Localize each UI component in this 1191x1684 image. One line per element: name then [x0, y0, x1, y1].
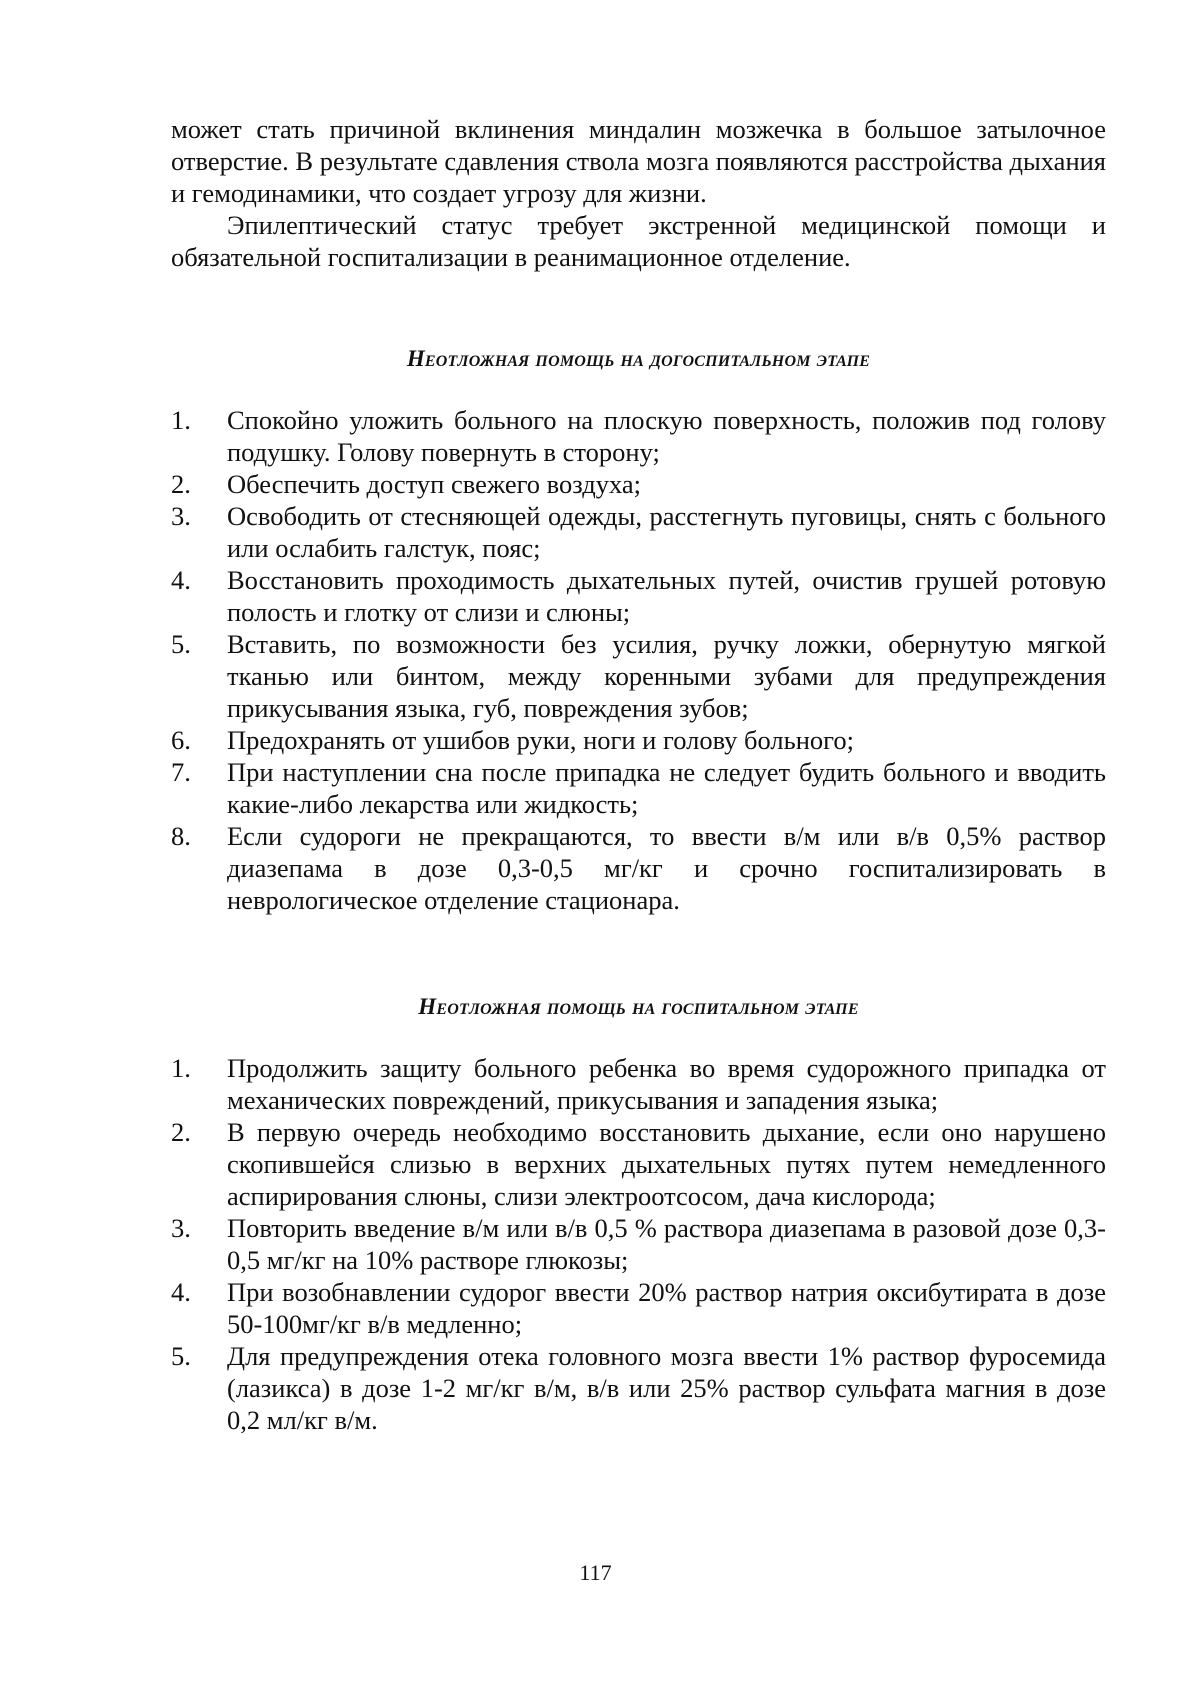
- list-item-text: Восстановить проходимость дыхательных путей, очистив грушей ротовую полость и глотку от слизи и слюны;: [227, 565, 1106, 627]
- list-item: [171, 500, 1106, 564]
- list-item: [171, 1276, 1106, 1340]
- list-item: [171, 756, 1106, 820]
- prehospital-steps-list: [171, 404, 1106, 916]
- list-item: [171, 1116, 1106, 1212]
- list-item-number: 3.: [171, 1213, 191, 1243]
- list-item-number: 6.: [171, 725, 191, 755]
- list-item-text: Повторить введение в/м или в/в 0,5 % раствора диазепама в разовой дозе 0,3-0,5 мг/кг на 10% растворе глюкозы;: [227, 1213, 1106, 1275]
- section-heading-hospital: Неотложная помощь на госпитальном этапе: [418, 994, 859, 1019]
- intro-paragraph-status: Эпилептический статус требует экстренной медицинской помощи и обязательной госпитализации в реанимационное отделение.: [171, 210, 1106, 272]
- list-item-number: 8.: [171, 821, 191, 851]
- list-item-text: Спокойно уложить больного на плоскую поверхность, положив под голову подушку. Голову повернуть в сторону;: [227, 405, 1106, 467]
- list-item-text: Обеспечить доступ свежего воздуха;: [227, 469, 641, 499]
- list-item-text: Вставить, по возможности без усилия, ручку ложки, обернутую мягкой тканью или бинтом, между коренными зубами для предупреждения прикусывания языка, губ, повреждения зубов;: [227, 629, 1106, 723]
- hospital-steps-list: [171, 1052, 1106, 1436]
- list-item-text: В первую очередь необходимо восстановить дыхание, если оно нарушено скопившейся слизью в верхних дыхательных путях путем немедленного аспирирования слюны, слизи электроотсосом, дача кислорода;: [227, 1117, 1106, 1211]
- list-item: [171, 1052, 1106, 1116]
- list-item-number: 2.: [171, 1117, 191, 1147]
- list-item: [171, 404, 1106, 468]
- list-item-text: При возобнавлении судорог ввести 20% раствор натрия оксибутирата в дозе 50-100мг/кг в/в медленно;: [227, 1277, 1106, 1339]
- list-item-number: 3.: [171, 501, 191, 531]
- list-item-number: 5.: [171, 629, 191, 659]
- list-item: [171, 724, 1106, 756]
- list-item-text: Для предупреждения отека головного мозга ввести 1% раствор фуросемида (лазикса) в дозе 1-2 мг/кг в/м, в/в или 25% раствор сульфата магния в дозе 0,2 мл/кг в/м.: [227, 1341, 1106, 1435]
- list-item-number: 1.: [171, 1053, 191, 1083]
- list-item: [171, 1212, 1106, 1276]
- document-page: [171, 113, 1106, 1436]
- list-item-number: 5.: [171, 1341, 191, 1371]
- list-item-text: Предохранять от ушибов руки, ноги и голову больного;: [227, 725, 854, 755]
- intro-paragraph-continued: может стать причиной вклинения миндалин мозжечка в большое затылочное отверстие. В результате сдавления ствола мозга появляются расстройства дыхания и гемодинамики, что создает угрозу для жизни.: [171, 114, 1106, 208]
- list-item-number: 7.: [171, 757, 191, 787]
- list-item-text: Продолжить защиту больного ребенка во время судорожного припадка от механических повреждений, прикусывания и западения языка;: [227, 1053, 1106, 1115]
- list-item: [171, 468, 1106, 500]
- list-item-text: Освободить от стесняющей одежды, расстегнуть пуговицы, снять с больного или ослабить галстук, пояс;: [227, 501, 1106, 563]
- list-item: [171, 628, 1106, 724]
- list-item-number: 1.: [171, 405, 191, 435]
- list-item-number: 4.: [171, 1277, 191, 1307]
- list-item-number: 2.: [171, 469, 191, 499]
- list-item: [171, 564, 1106, 628]
- list-item-text: При наступлении сна после припадка не следует будить больного и вводить какие-либо лекарства или жидкость;: [227, 757, 1106, 819]
- page-number: 117: [579, 1560, 612, 1585]
- section-heading-prehospital: Неотложная помощь на догоспитальном этапе: [406, 346, 871, 371]
- list-item: [171, 820, 1106, 916]
- list-item-text: Если судороги не прекращаются, то ввести в/м или в/в 0,5% раствор диазепама в дозе 0,3-0,5 мг/кг и срочно госпитализировать в неврологическое отделение стационара.: [227, 821, 1106, 915]
- list-item: [171, 1340, 1106, 1436]
- list-item-number: 4.: [171, 565, 191, 595]
